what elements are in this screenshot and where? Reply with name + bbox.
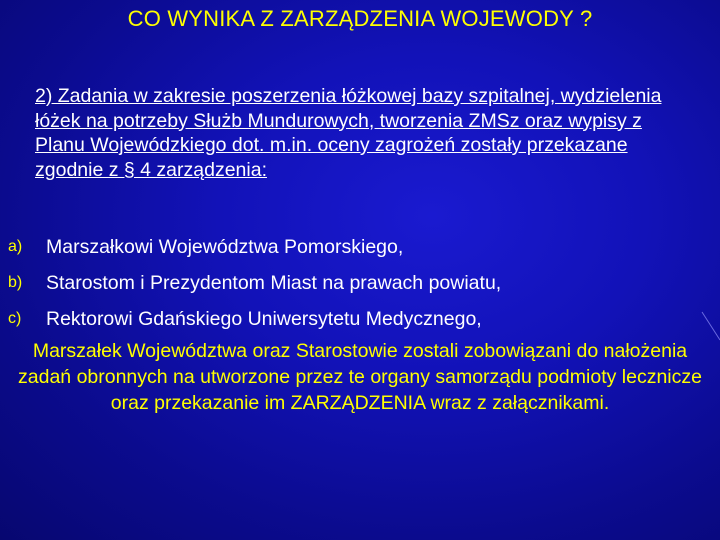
list-item-text: Starostom i Prezydentom Miast na prawach powiatu, (46, 271, 502, 294)
list-marker: c) (8, 310, 22, 327)
slide-title: CO WYNIKA Z ZARZĄDZENIA WOJEWODY ? (127, 6, 593, 31)
point-2-text: 2) Zadania w zakresie poszerzenia łóżkowej bazy szpitalnej, wydzielenia łóżek na potrzeby Służb Mundurowych, tworzenia ZMSz oraz wypisy z Planu Wojewódzkiego dot. m.in. oceny zagrożeń zostały przekazane zgodnie z § 4 zarządzenia: (35, 85, 662, 181)
summary-text: Marszałek Województwa oraz Starostowie zostali zobowiązani do nałożenia zadań obronnych na utworzone przez te organy samorządu podmioty lecznicze oraz przekazanie im ZARZĄDZENIA wraz z załącznikami. (18, 340, 702, 414)
list-item-text: Marszałkowi Województwa Pomorskiego, (46, 235, 404, 258)
list-marker: a) (8, 238, 23, 255)
list-item (0, 265, 720, 301)
recipient-list (0, 229, 720, 337)
list-item-text: Rektorowi Gdańskiego Uniwersytetu Medycznego, (46, 307, 482, 330)
list-item (0, 301, 720, 337)
list-item (0, 229, 720, 265)
list-marker: b) (8, 274, 23, 291)
decorative-line (700, 310, 720, 370)
